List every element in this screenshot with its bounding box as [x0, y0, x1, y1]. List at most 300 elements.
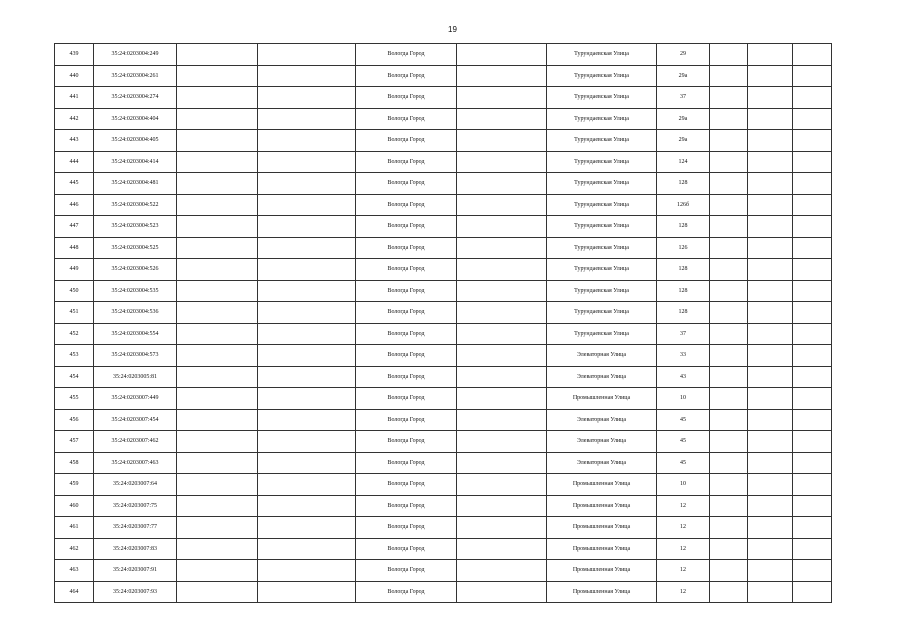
empty-cell	[748, 452, 793, 474]
locality-cell: Вологда Город	[356, 560, 457, 582]
house-number-cell: 43	[657, 366, 710, 388]
house-number-cell: 12	[657, 560, 710, 582]
table-row	[55, 323, 832, 345]
empty-cell	[177, 581, 258, 603]
empty-cell	[710, 474, 748, 496]
house-number-cell: 12	[657, 495, 710, 517]
locality-cell: Вологда Город	[356, 194, 457, 216]
house-number-cell: 29	[657, 44, 710, 66]
house-number-cell: 126б	[657, 194, 710, 216]
row-number-cell: 454	[55, 366, 94, 388]
empty-cell	[748, 259, 793, 281]
empty-cell	[457, 302, 547, 324]
table-row	[55, 302, 832, 324]
table-row	[55, 538, 832, 560]
empty-cell	[457, 517, 547, 539]
empty-cell	[793, 65, 832, 87]
empty-cell	[177, 388, 258, 410]
locality-cell: Вологда Город	[356, 237, 457, 259]
street-cell: Элеваторная Улица	[547, 366, 657, 388]
locality-cell: Вологда Город	[356, 108, 457, 130]
empty-cell	[793, 237, 832, 259]
table-row	[55, 44, 832, 66]
empty-cell	[177, 216, 258, 238]
empty-cell	[793, 366, 832, 388]
empty-cell	[793, 323, 832, 345]
table-row	[55, 388, 832, 410]
table-row	[55, 495, 832, 517]
row-number-cell: 457	[55, 431, 94, 453]
street-cell: Промышленная Улица	[547, 474, 657, 496]
empty-cell	[748, 345, 793, 367]
empty-cell	[710, 366, 748, 388]
locality-cell: Вологда Город	[356, 65, 457, 87]
empty-cell	[177, 44, 258, 66]
empty-cell	[748, 538, 793, 560]
empty-cell	[457, 87, 547, 109]
row-number-cell: 461	[55, 517, 94, 539]
cadastral-number-cell: 35:24:0203005:81	[94, 366, 177, 388]
row-number-cell: 449	[55, 259, 94, 281]
empty-cell	[793, 259, 832, 281]
locality-cell: Вологда Город	[356, 87, 457, 109]
empty-cell	[793, 151, 832, 173]
row-number-cell: 463	[55, 560, 94, 582]
row-number-cell: 447	[55, 216, 94, 238]
row-number-cell: 442	[55, 108, 94, 130]
house-number-cell: 128	[657, 259, 710, 281]
empty-cell	[258, 431, 356, 453]
street-cell: Промышленная Улица	[547, 560, 657, 582]
table-row	[55, 259, 832, 281]
empty-cell	[457, 65, 547, 87]
empty-cell	[710, 87, 748, 109]
empty-cell	[710, 302, 748, 324]
empty-cell	[710, 173, 748, 195]
empty-cell	[748, 431, 793, 453]
street-cell: Турундаевская Улица	[547, 302, 657, 324]
empty-cell	[710, 65, 748, 87]
empty-cell	[793, 216, 832, 238]
empty-cell	[710, 151, 748, 173]
cadastral-number-cell: 35:24:0203007:83	[94, 538, 177, 560]
table-row	[55, 237, 832, 259]
empty-cell	[177, 452, 258, 474]
empty-cell	[710, 581, 748, 603]
empty-cell	[457, 560, 547, 582]
house-number-cell: 10	[657, 388, 710, 410]
cadastral-number-cell: 35:24:0203004:261	[94, 65, 177, 87]
row-number-cell: 439	[55, 44, 94, 66]
empty-cell	[748, 474, 793, 496]
empty-cell	[793, 431, 832, 453]
street-cell: Турундаевская Улица	[547, 237, 657, 259]
empty-cell	[793, 302, 832, 324]
cadastral-number-cell: 35:24:0203004:554	[94, 323, 177, 345]
street-cell: Турундаевская Улица	[547, 194, 657, 216]
locality-cell: Вологда Город	[356, 259, 457, 281]
empty-cell	[710, 280, 748, 302]
empty-cell	[710, 495, 748, 517]
empty-cell	[177, 65, 258, 87]
empty-cell	[177, 495, 258, 517]
cadastral-number-cell: 35:24:0203004:573	[94, 345, 177, 367]
empty-cell	[258, 345, 356, 367]
empty-cell	[710, 44, 748, 66]
empty-cell	[457, 388, 547, 410]
row-number-cell: 450	[55, 280, 94, 302]
empty-cell	[748, 323, 793, 345]
empty-cell	[258, 495, 356, 517]
page-number: 19	[448, 25, 457, 34]
cadastral-number-cell: 35:24:0203007:91	[94, 560, 177, 582]
row-number-cell: 464	[55, 581, 94, 603]
empty-cell	[748, 302, 793, 324]
empty-cell	[793, 538, 832, 560]
empty-cell	[710, 237, 748, 259]
empty-cell	[258, 302, 356, 324]
house-number-cell: 12	[657, 581, 710, 603]
empty-cell	[258, 237, 356, 259]
row-number-cell: 459	[55, 474, 94, 496]
empty-cell	[710, 323, 748, 345]
empty-cell	[748, 44, 793, 66]
empty-cell	[793, 474, 832, 496]
table-row	[55, 452, 832, 474]
locality-cell: Вологда Город	[356, 151, 457, 173]
house-number-cell: 12	[657, 538, 710, 560]
table-row	[55, 366, 832, 388]
empty-cell	[177, 173, 258, 195]
empty-cell	[748, 216, 793, 238]
empty-cell	[177, 345, 258, 367]
cadastral-number-cell: 35:24:0203007:462	[94, 431, 177, 453]
cadastral-number-cell: 35:24:0203004:481	[94, 173, 177, 195]
empty-cell	[258, 216, 356, 238]
empty-cell	[748, 388, 793, 410]
table-row	[55, 431, 832, 453]
empty-cell	[793, 130, 832, 152]
table-row	[55, 173, 832, 195]
empty-cell	[258, 452, 356, 474]
locality-cell: Вологда Город	[356, 323, 457, 345]
empty-cell	[258, 130, 356, 152]
table-row	[55, 409, 832, 431]
row-number-cell: 456	[55, 409, 94, 431]
table-row	[55, 108, 832, 130]
empty-cell	[258, 388, 356, 410]
empty-cell	[457, 173, 547, 195]
empty-cell	[793, 87, 832, 109]
table-row	[55, 65, 832, 87]
empty-cell	[748, 108, 793, 130]
empty-cell	[793, 517, 832, 539]
row-number-cell: 455	[55, 388, 94, 410]
empty-cell	[710, 431, 748, 453]
cadastral-number-cell: 35:24:0203007:93	[94, 581, 177, 603]
empty-cell	[258, 280, 356, 302]
house-number-cell: 45	[657, 452, 710, 474]
empty-cell	[710, 345, 748, 367]
empty-cell	[177, 151, 258, 173]
row-number-cell: 460	[55, 495, 94, 517]
empty-cell	[457, 216, 547, 238]
street-cell: Турундаевская Улица	[547, 108, 657, 130]
cadastral-number-cell: 35:24:0203004:522	[94, 194, 177, 216]
empty-cell	[748, 560, 793, 582]
empty-cell	[710, 194, 748, 216]
empty-cell	[177, 538, 258, 560]
street-cell: Турундаевская Улица	[547, 87, 657, 109]
empty-cell	[177, 108, 258, 130]
empty-cell	[710, 560, 748, 582]
row-number-cell: 446	[55, 194, 94, 216]
street-cell: Промышленная Улица	[547, 538, 657, 560]
empty-cell	[793, 560, 832, 582]
empty-cell	[457, 108, 547, 130]
empty-cell	[793, 108, 832, 130]
empty-cell	[710, 259, 748, 281]
empty-cell	[457, 345, 547, 367]
empty-cell	[748, 517, 793, 539]
empty-cell	[457, 194, 547, 216]
street-cell: Промышленная Улица	[547, 517, 657, 539]
street-cell: Турундаевская Улица	[547, 44, 657, 66]
empty-cell	[457, 538, 547, 560]
empty-cell	[177, 87, 258, 109]
house-number-cell: 128	[657, 280, 710, 302]
cadastral-number-cell: 35:24:0203004:249	[94, 44, 177, 66]
empty-cell	[177, 237, 258, 259]
empty-cell	[793, 452, 832, 474]
empty-cell	[748, 87, 793, 109]
empty-cell	[457, 44, 547, 66]
empty-cell	[457, 409, 547, 431]
row-number-cell: 453	[55, 345, 94, 367]
house-number-cell: 126	[657, 237, 710, 259]
row-number-cell: 440	[55, 65, 94, 87]
empty-cell	[793, 173, 832, 195]
empty-cell	[177, 259, 258, 281]
table-row	[55, 280, 832, 302]
empty-cell	[457, 431, 547, 453]
house-number-cell: 33	[657, 345, 710, 367]
table-row	[55, 581, 832, 603]
cadastral-number-cell: 35:24:0203004:523	[94, 216, 177, 238]
empty-cell	[457, 237, 547, 259]
house-number-cell: 12	[657, 517, 710, 539]
cadastral-number-cell: 35:24:0203007:463	[94, 452, 177, 474]
locality-cell: Вологда Город	[356, 581, 457, 603]
empty-cell	[793, 388, 832, 410]
empty-cell	[457, 474, 547, 496]
house-number-cell: 128	[657, 302, 710, 324]
locality-cell: Вологда Город	[356, 216, 457, 238]
locality-cell: Вологда Город	[356, 538, 457, 560]
empty-cell	[710, 130, 748, 152]
empty-cell	[457, 366, 547, 388]
empty-cell	[793, 495, 832, 517]
empty-cell	[793, 345, 832, 367]
street-cell: Турундаевская Улица	[547, 130, 657, 152]
house-number-cell: 124	[657, 151, 710, 173]
empty-cell	[748, 151, 793, 173]
locality-cell: Вологда Город	[356, 345, 457, 367]
empty-cell	[177, 323, 258, 345]
row-number-cell: 448	[55, 237, 94, 259]
street-cell: Элеваторная Улица	[547, 452, 657, 474]
empty-cell	[748, 65, 793, 87]
empty-cell	[177, 130, 258, 152]
empty-cell	[793, 581, 832, 603]
street-cell: Турундаевская Улица	[547, 151, 657, 173]
empty-cell	[793, 280, 832, 302]
empty-cell	[258, 409, 356, 431]
empty-cell	[748, 366, 793, 388]
cadastral-number-cell: 35:24:0203007:77	[94, 517, 177, 539]
empty-cell	[258, 108, 356, 130]
empty-cell	[258, 173, 356, 195]
empty-cell	[258, 65, 356, 87]
house-number-cell: 29а	[657, 108, 710, 130]
cadastral-number-cell: 35:24:0203004:535	[94, 280, 177, 302]
empty-cell	[177, 409, 258, 431]
empty-cell	[457, 280, 547, 302]
empty-cell	[258, 366, 356, 388]
cadastral-number-cell: 35:24:0203004:414	[94, 151, 177, 173]
street-cell: Турундаевская Улица	[547, 65, 657, 87]
street-cell: Элеваторная Улица	[547, 345, 657, 367]
empty-cell	[710, 388, 748, 410]
house-number-cell: 45	[657, 431, 710, 453]
row-number-cell: 444	[55, 151, 94, 173]
empty-cell	[258, 87, 356, 109]
locality-cell: Вологда Город	[356, 517, 457, 539]
empty-cell	[258, 44, 356, 66]
row-number-cell: 451	[55, 302, 94, 324]
cadastral-number-cell: 35:24:0203004:405	[94, 130, 177, 152]
table-row	[55, 87, 832, 109]
street-cell: Турундаевская Улица	[547, 216, 657, 238]
house-number-cell: 128	[657, 173, 710, 195]
empty-cell	[177, 366, 258, 388]
cadastral-number-cell: 35:24:0203004:536	[94, 302, 177, 324]
street-cell: Турундаевская Улица	[547, 259, 657, 281]
empty-cell	[748, 581, 793, 603]
table-row	[55, 345, 832, 367]
locality-cell: Вологда Город	[356, 452, 457, 474]
empty-cell	[258, 151, 356, 173]
empty-cell	[710, 409, 748, 431]
street-cell: Турундаевская Улица	[547, 173, 657, 195]
empty-cell	[793, 44, 832, 66]
cadastral-number-cell: 35:24:0203004:274	[94, 87, 177, 109]
street-cell: Элеваторная Улица	[547, 431, 657, 453]
locality-cell: Вологда Город	[356, 474, 457, 496]
empty-cell	[748, 237, 793, 259]
row-number-cell: 452	[55, 323, 94, 345]
empty-cell	[710, 538, 748, 560]
locality-cell: Вологда Город	[356, 44, 457, 66]
street-cell: Элеваторная Улица	[547, 409, 657, 431]
empty-cell	[710, 216, 748, 238]
registry-table	[54, 43, 832, 603]
locality-cell: Вологда Город	[356, 173, 457, 195]
empty-cell	[457, 581, 547, 603]
locality-cell: Вологда Город	[356, 280, 457, 302]
empty-cell	[748, 280, 793, 302]
empty-cell	[748, 194, 793, 216]
empty-cell	[748, 130, 793, 152]
locality-cell: Вологда Город	[356, 302, 457, 324]
empty-cell	[457, 452, 547, 474]
table-row	[55, 216, 832, 238]
locality-cell: Вологда Город	[356, 431, 457, 453]
table-row	[55, 517, 832, 539]
empty-cell	[457, 151, 547, 173]
house-number-cell: 37	[657, 87, 710, 109]
empty-cell	[177, 517, 258, 539]
empty-cell	[748, 495, 793, 517]
table-row	[55, 130, 832, 152]
row-number-cell: 462	[55, 538, 94, 560]
empty-cell	[748, 173, 793, 195]
cadastral-number-cell: 35:24:0203004:404	[94, 108, 177, 130]
locality-cell: Вологда Город	[356, 366, 457, 388]
locality-cell: Вологда Город	[356, 495, 457, 517]
empty-cell	[258, 560, 356, 582]
house-number-cell: 45	[657, 409, 710, 431]
locality-cell: Вологда Город	[356, 388, 457, 410]
street-cell: Турундаевская Улица	[547, 280, 657, 302]
street-cell: Промышленная Улица	[547, 581, 657, 603]
empty-cell	[258, 194, 356, 216]
empty-cell	[258, 581, 356, 603]
empty-cell	[177, 302, 258, 324]
cadastral-number-cell: 35:24:0203004:525	[94, 237, 177, 259]
empty-cell	[177, 431, 258, 453]
house-number-cell: 29а	[657, 130, 710, 152]
table-row	[55, 194, 832, 216]
table-row	[55, 151, 832, 173]
house-number-cell: 29а	[657, 65, 710, 87]
empty-cell	[457, 259, 547, 281]
empty-cell	[710, 517, 748, 539]
locality-cell: Вологда Город	[356, 409, 457, 431]
street-cell: Промышленная Улица	[547, 388, 657, 410]
empty-cell	[710, 108, 748, 130]
cadastral-number-cell: 35:24:0203007:449	[94, 388, 177, 410]
empty-cell	[457, 130, 547, 152]
row-number-cell: 441	[55, 87, 94, 109]
table-body	[55, 44, 832, 603]
empty-cell	[748, 409, 793, 431]
empty-cell	[177, 280, 258, 302]
cadastral-number-cell: 35:24:0203007:64	[94, 474, 177, 496]
table-row	[55, 560, 832, 582]
cadastral-number-cell: 35:24:0203007:454	[94, 409, 177, 431]
house-number-cell: 37	[657, 323, 710, 345]
house-number-cell: 10	[657, 474, 710, 496]
empty-cell	[793, 194, 832, 216]
empty-cell	[457, 495, 547, 517]
row-number-cell: 445	[55, 173, 94, 195]
street-cell: Промышленная Улица	[547, 495, 657, 517]
street-cell: Турундаевская Улица	[547, 323, 657, 345]
empty-cell	[457, 323, 547, 345]
empty-cell	[177, 194, 258, 216]
empty-cell	[710, 452, 748, 474]
